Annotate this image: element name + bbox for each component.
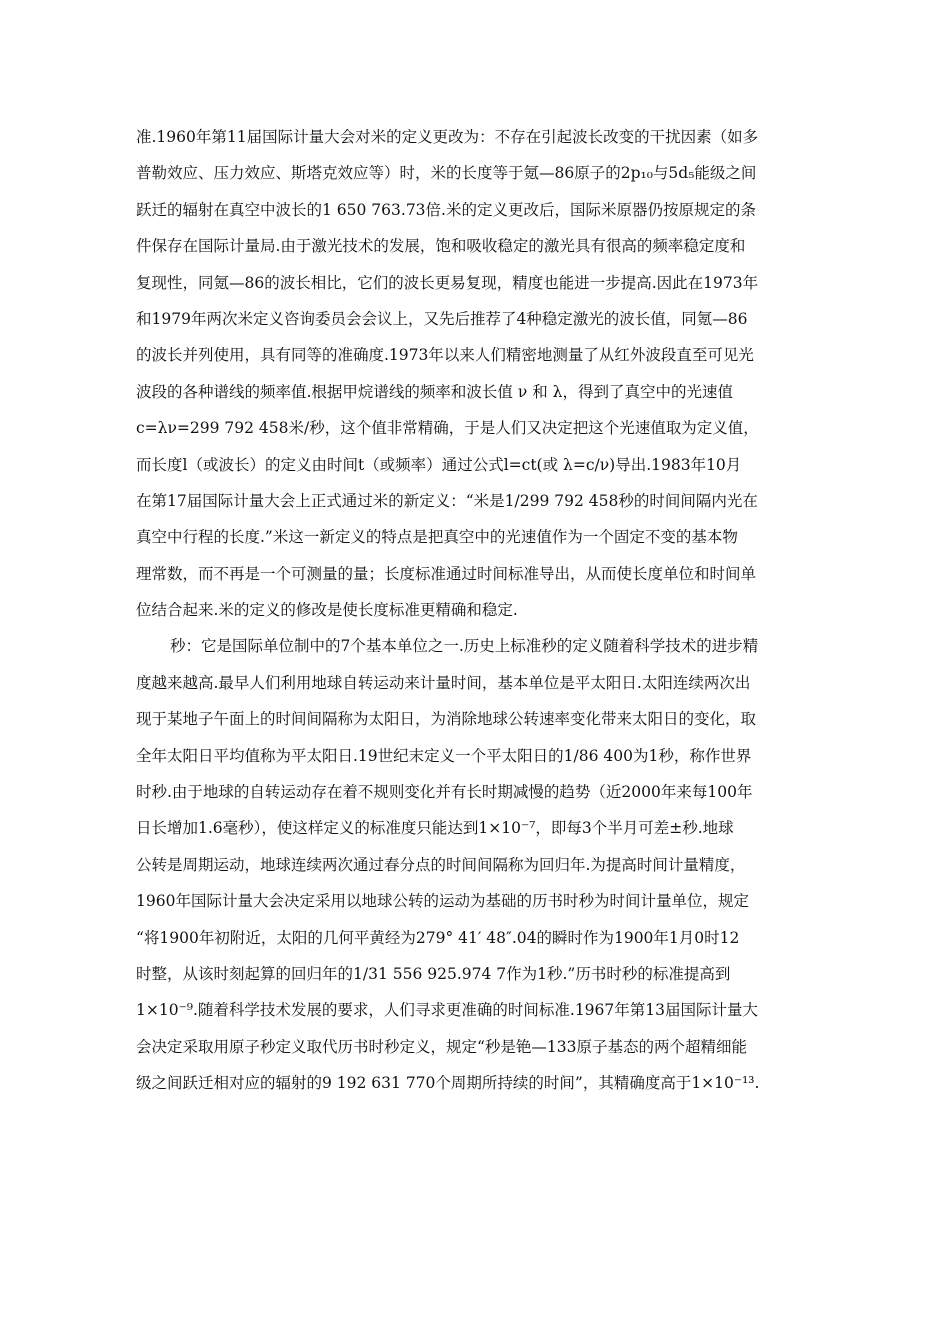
text-line: 波段的各种谱线的频率值.根据甲烷谱线的频率和波长值 ν 和 λ，得到了真空中的光速值	[136, 382, 733, 401]
text-line: 跃迁的辐射在真空中波长的1 650 763.73倍.米的定义更改后，国际米原器仍按原规定的条	[136, 200, 756, 219]
text-line: “将1900年初附近，太阳的几何平黄经为279° 41′ 48″.04的瞬时作为1900年1月0时12	[136, 928, 740, 947]
text-line: 全年太阳日平均值称为平太阳日.19世纪末定义一个平太阳日的1/86 400为1秒，称作世界	[136, 746, 752, 765]
paragraph-second-definition	[136, 628, 826, 1101]
text-line: 1×10⁻⁹.随着科学技术发展的要求，人们寻求更准确的时间标准.1967年第13届国际计量大	[136, 1001, 758, 1020]
text-line: 会决定采取用原子秒定义取代历书时秒定义，规定“秒是铯—133原子基态的两个超精细能	[136, 1037, 748, 1056]
text-line: 在第17届国际计量大会上正式通过米的新定义：“米是1/299 792 458秒的时间间隔内光在	[136, 491, 758, 510]
text-line: 现于某地子午面上的时间间隔称为太阳日，为消除地球公转速率变化带来太阳日的变化，取	[136, 710, 757, 729]
text-line: 时整，从该时刻起算的回归年的1/31 556 925.974 7作为1秒.”历书时秒的标准提高到	[136, 964, 731, 983]
text-line: 级之间跃迁相对应的辐射的9 192 631 770个周期所持续的时间”，其精确度高于1×10⁻¹³.	[136, 1074, 760, 1093]
text-line: 公转是周期运动，地球连续两次通过春分点的时间间隔称为回归年.为提高时间计量精度，	[136, 855, 746, 874]
text-line: 而长度l（或波长）的定义由时间t（或频率）通过公式l=ct(或 λ=c/ν)导出.1983年10月	[136, 455, 742, 474]
text-line: 度越来越高.最早人们利用地球自转运动来计量时间，基本单位是平太阳日.太阳连续两次出	[136, 673, 751, 692]
text-line: 和1979年两次米定义咨询委员会会议上，又先后推荐了4种稳定激光的波长值，同氪—86	[136, 309, 748, 328]
text-line: 准.1960年第11届国际计量大会对米的定义更改为：不存在引起波长改变的干扰因素（如多	[136, 128, 759, 146]
text-line: 时秒.由于地球的自转运动存在着不规则变化并有长时期减慢的趋势（近2000年来每100年	[136, 783, 753, 802]
paragraph-meter-definition	[136, 119, 826, 628]
text-line: 位结合起来.米的定义的修改是使长度标准更精确和稳定.	[136, 601, 518, 620]
text-line: 的波长并列使用，具有同等的准确度.1973年以来人们精密地测量了从红外波段直至可见光	[136, 346, 754, 365]
text-line: 普勒效应、压力效应、斯塔克效应等）时，米的长度等于氪—86原子的2p₁₀与5d₅能级之间	[136, 164, 757, 183]
text-line: 理常数，而不再是一个可测量的量；长度标准通过时间标准导出，从而使长度单位和时间单	[136, 564, 757, 583]
text-line: 件保存在国际计量局.由于激光技术的发展，饱和吸收稳定的激光具有很高的频率稳定度和	[136, 237, 746, 256]
text-line: 秒：它是国际单位制中的7个基本单位之一.历史上标准秒的定义随着科学技术的进步精	[170, 637, 759, 656]
body-text	[136, 119, 826, 1102]
text-line: 复现性，同氪—86的波长相比，它们的波长更易复现，精度也能进一步提高.因此在1973年	[136, 273, 759, 292]
text-line: 日长增加1.6毫秒），使这样定义的标准度只能达到1×10⁻⁷，即每3个半月可差±秒.地球	[136, 819, 734, 838]
text-line: 真空中行程的长度.”米这一新定义的特点是把真空中的光速值作为一个固定不变的基本物	[136, 528, 738, 547]
text-line: 1960年国际计量大会决定采用以地球公转的运动为基础的历书时秒为时间计量单位，规定	[136, 892, 749, 911]
text-line: c=λν=299 792 458米/秒，这个值非常精确，于是人们又决定把这个光速值取为定义值，	[136, 419, 759, 438]
